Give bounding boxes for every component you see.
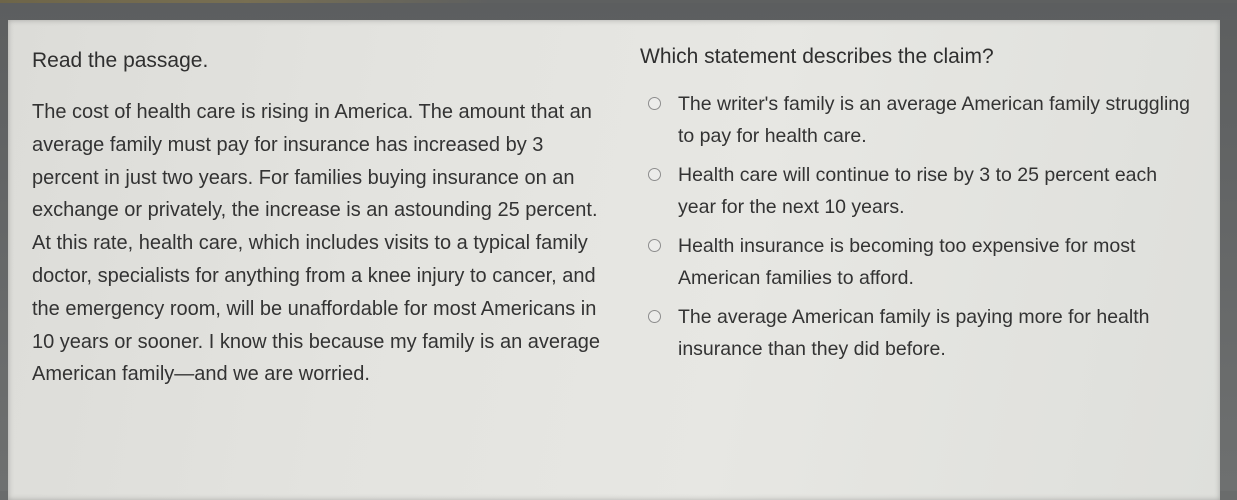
radio-button-icon[interactable] [648,168,661,181]
answer-option-label: The writer's family is an average American family struggling to pay for health care. [678,93,1190,147]
passage-heading: Read the passage. [32,49,209,72]
top-edge-strip [0,0,1237,3]
answer-option-label: Health care will continue to rise by 3 to 25 percent each year for the next 10 years. [678,164,1158,218]
passage-section [32,48,622,391]
radio-button-icon[interactable] [648,239,661,252]
answer-option-label: Health insurance is becoming too expensive for most American families to afford. [678,235,1136,289]
question-prompt: Which statement describes the claim? [640,45,994,68]
radio-button-icon[interactable] [648,97,661,110]
answer-option-3[interactable] [640,230,1200,294]
answer-option-1[interactable] [640,88,1200,152]
answer-options [640,88,1200,365]
answer-option-2[interactable] [640,159,1200,223]
passage-text: The cost of health care is rising in America. The amount that an average family must pay for insurance has increased by 3 percent in just two years. For families buying insurance on an exchange or privately, the increase is an astounding 25 percent. At this rate, health care, which includes visits to a typical family doctor, specialists for anything from a knee injury to cancer, and the emergency room, will be unaffordable for most Americans in 10 years or sooner. I know this because my family is an average American family—and we are worried. [32,101,601,386]
answer-option-label: The average American family is paying more for health insurance than they did before. [678,306,1150,360]
question-section [640,44,1200,372]
answer-option-4[interactable] [640,301,1200,365]
radio-button-icon[interactable] [648,310,661,323]
